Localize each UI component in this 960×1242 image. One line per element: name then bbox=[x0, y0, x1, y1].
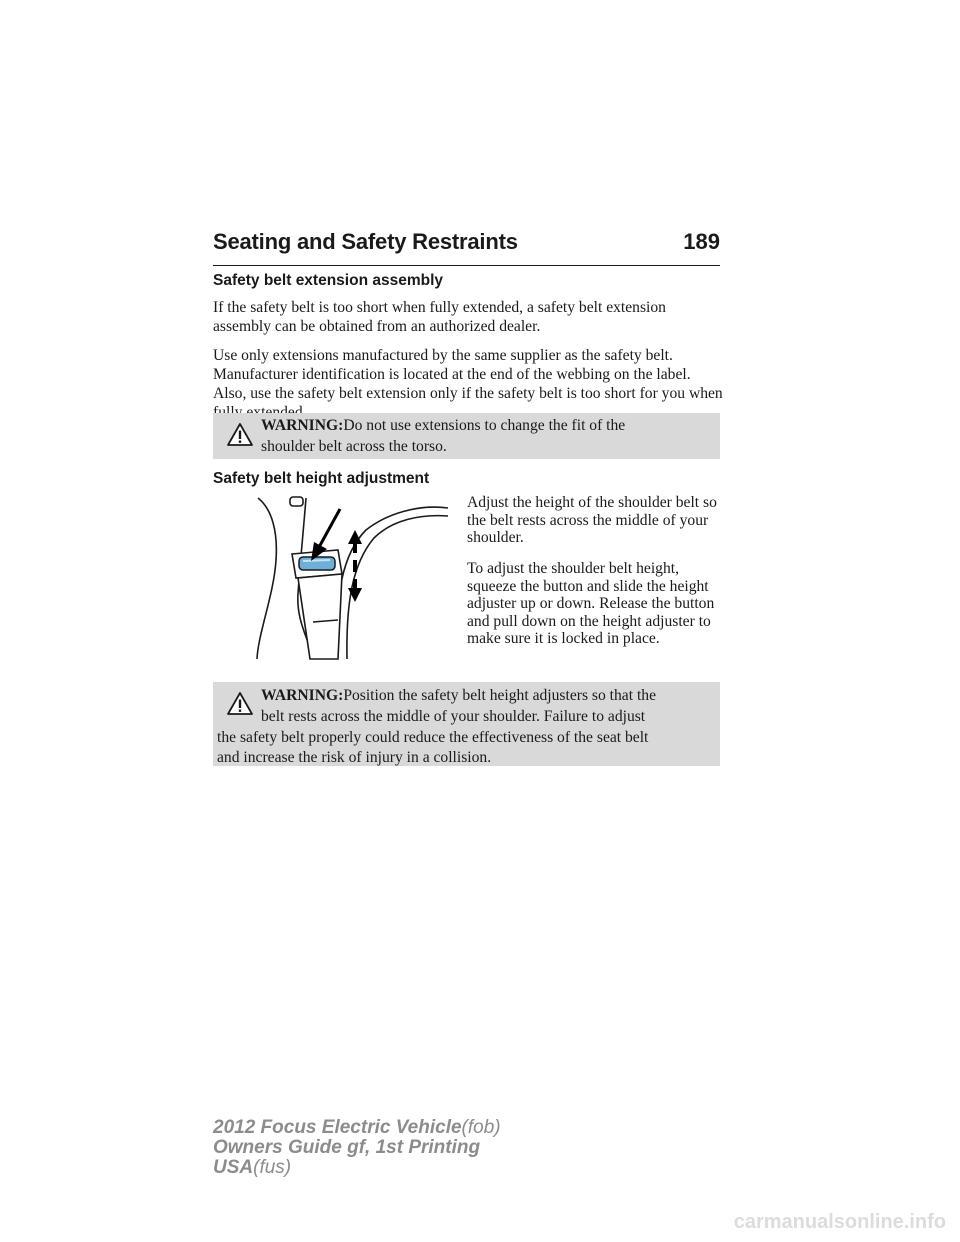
footer-region-code: (fus) bbox=[253, 1157, 292, 1178]
section-heading-height: Safety belt height adjustment bbox=[213, 470, 430, 487]
print-footer bbox=[213, 1118, 501, 1178]
section-heading-extension: Safety belt extension assembly bbox=[213, 272, 444, 289]
height-paragraph-2: To adjust the shoulder belt height, squeeze the button and slide the height adjuster up or down. Release the button and pull down on the height adjuster to make sure it is locked in place. bbox=[467, 560, 715, 647]
warning-text-line3: the safety belt properly could reduce the effectiveness of the seat belt bbox=[217, 729, 649, 746]
warning-text-line2: shoulder belt across the torso. bbox=[261, 438, 447, 455]
warning-text bbox=[261, 415, 625, 436]
page-title: Seating and Safety Restraints bbox=[213, 229, 518, 254]
warning-triangle-icon bbox=[226, 691, 254, 716]
warning-text-line2: belt rests across the middle of your shoulder. Failure to adjust bbox=[261, 708, 646, 725]
footer-printing: Owners Guide gf, 1st Printing bbox=[213, 1137, 481, 1158]
warning-text-line4: and increase the risk of injury in a collision. bbox=[217, 749, 492, 766]
footer-vehicle-code: (fob) bbox=[461, 1117, 501, 1138]
footer-vehicle: 2012 Focus Electric Vehicle bbox=[213, 1117, 462, 1138]
height-paragraph-1: Adjust the height of the shoulder belt so the belt rests across the middle of your shoulder. bbox=[467, 494, 717, 546]
warning-triangle-icon bbox=[226, 422, 254, 447]
footer-region: USA bbox=[213, 1157, 254, 1178]
page-number: 189 bbox=[683, 229, 720, 254]
warning-text-line1: Position the safety belt height adjusters so that the bbox=[343, 687, 657, 704]
belt-height-adjuster-illustration bbox=[250, 494, 450, 662]
warning-label: WARNING: bbox=[261, 417, 344, 434]
warning-box-height bbox=[213, 682, 720, 766]
warning-label: WARNING: bbox=[261, 687, 344, 704]
watermark: carmanualsonline.info bbox=[733, 1211, 946, 1233]
warning-text-line1: Do not use extensions to change the fit of the bbox=[343, 417, 626, 434]
warning-text bbox=[261, 685, 656, 706]
warning-box-extensions bbox=[213, 413, 720, 459]
extension-paragraph-2: Use only extensions manufactured by the same supplier as the safety belt. Manufacturer identification is located at the end of the webbing on the label. Also, use the safety belt extension only if the safety belt is too short for you when bbox=[213, 347, 723, 402]
extension-paragraph-1: If the safety belt is too short when fully extended, a safety belt extension assembly can be obtained from an authorized dealer. bbox=[213, 299, 666, 335]
page-header bbox=[213, 229, 720, 266]
